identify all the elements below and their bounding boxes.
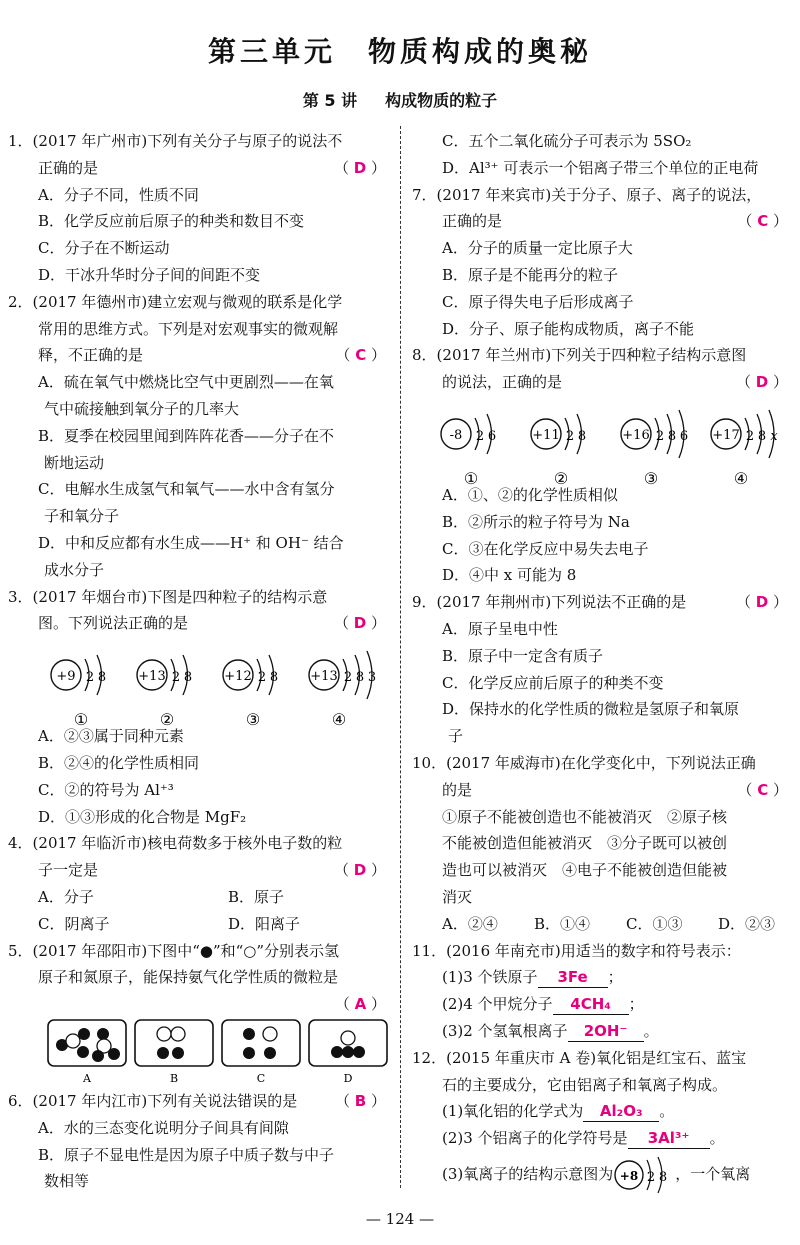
option: B．原子是不能再分的粒子 [442, 265, 619, 284]
fill-line: (2)4 个甲烷分子 4CH₄ ； [442, 995, 644, 1014]
atom-diagram [223, 655, 278, 729]
question-line: 释，不正确的是 （ C ） [8, 342, 390, 369]
svg-text:8: 8 [659, 1169, 668, 1185]
atom-diagram [711, 410, 778, 488]
atom-diagram [51, 655, 106, 729]
question-line: 石的主要成分，它由铝离子和氧离子构成。 [442, 1075, 728, 1094]
answer-blank: （ D ） [333, 158, 386, 177]
option: B．①④ [534, 914, 591, 933]
answer-blank: （ C ） [737, 212, 788, 231]
option: B．原子不显电性是因为原子中质子数与中子 [38, 1145, 335, 1164]
question-9 [412, 589, 792, 750]
question-6-continued [412, 128, 792, 182]
question-7 [412, 182, 792, 343]
svg-text:2: 2 [85, 670, 95, 686]
option: C．原子得失电子后形成离子 [442, 292, 634, 311]
option: A．②④ [442, 914, 498, 933]
option: C．①③ [626, 914, 683, 933]
fill-line: (3)氧离子的结构示意图为 +8 2 8 ，一个氧离 [412, 1152, 792, 1196]
svg-text:+13: +13 [310, 669, 338, 685]
atom-diagram [621, 410, 688, 488]
svg-text:④: ④ [733, 468, 749, 488]
option: 子 [448, 727, 464, 746]
question-line: 子一定是 （ D ） [8, 857, 390, 884]
option: D．干冰升华时分子间的间距不变 [38, 265, 261, 284]
svg-text:①: ① [73, 710, 89, 730]
svg-text:2: 2 [565, 428, 575, 444]
svg-text:③: ③ [643, 468, 659, 488]
option: B．夏季在校园里闻到阵阵花香——分子在不 [38, 426, 335, 445]
fill-line: (1)氧化铝的化学式为 Al₂O₃ 。 [442, 1102, 675, 1121]
option: D．②③ [718, 914, 776, 933]
fill-answer: 3Fe [538, 967, 608, 988]
left-column [8, 128, 390, 1195]
fill-line: (3)2 个氢氧根离子 2OH⁻ 。 [442, 1021, 659, 1040]
option-row [8, 884, 390, 911]
svg-text:D: D [343, 1071, 353, 1085]
question-line: 的是 （ C ） [412, 777, 792, 804]
question-line: 的说法，正确的是 （ D ） [412, 369, 792, 396]
fill-answer: Al₂O₃ [583, 1101, 659, 1122]
answer-blank: （ D ） [735, 593, 788, 612]
option: 断地运动 [44, 453, 105, 472]
option-row [412, 911, 792, 938]
answer-blank: （ D ） [333, 861, 386, 880]
answer: C [355, 346, 367, 365]
svg-text:+17: +17 [712, 427, 740, 443]
svg-text:8: 8 [269, 670, 279, 686]
question-line: 3．(2017 年烟台市)下图是四种粒子的结构示意 [8, 587, 328, 606]
option: B．原子中一定含有质子 [442, 646, 604, 665]
molecule-box [48, 1020, 126, 1085]
option: D．中和反应都有水生成——H⁺ 和 OH⁻ 结合 [38, 533, 344, 552]
option: 成水分子 [44, 560, 105, 579]
option: A．②③属于同种元素 [38, 727, 184, 746]
option: C．③在化学反应中易失去电子 [442, 539, 649, 558]
question-line: 11．(2016 年南充市)用适当的数字和符号表示： [412, 941, 741, 960]
svg-text:+16: +16 [622, 427, 650, 443]
atom-diagram [441, 414, 496, 488]
svg-text:8: 8 [355, 670, 365, 686]
question-8 [412, 342, 792, 589]
question-line: 正确的是 （ D ） [8, 155, 390, 182]
fill-line: (1)3 个铁原子 3Fe ； [442, 968, 623, 987]
question-2 [8, 289, 390, 584]
question-line: 4．(2017 年临沂市)核电荷数多于核外电子数的粒 [8, 834, 343, 853]
option: C．电解水生成氢气和氧气——水中含有氢分 [38, 480, 335, 499]
option: B．②④的化学性质相同 [38, 753, 200, 772]
answer-blank: （ C ） [737, 780, 788, 799]
molecule-box [222, 1020, 300, 1085]
answer: D [353, 158, 367, 177]
question-line: 正确的是 （ C ） [412, 208, 792, 235]
question-4 [8, 830, 390, 937]
svg-text:6: 6 [679, 428, 689, 444]
question-5 [8, 938, 390, 1088]
svg-text:2: 2 [171, 670, 181, 686]
question-line: 6．(2017 年内江市)下列有关说法错误的是 （ B ） [8, 1088, 390, 1115]
lecture-heading [0, 88, 800, 111]
question-line [8, 991, 390, 1018]
answer: C [757, 780, 769, 799]
question-6 [8, 1088, 390, 1195]
question-12 [412, 1045, 792, 1196]
lecture-number: 第 5 讲 [302, 91, 358, 110]
option: C．②的符号为 Al⁺³ [38, 780, 174, 799]
option: C．五个二氧化硫分子可表示为 5SO₂ [442, 132, 692, 150]
option: A．水的三态变化说明分子间具有间隙 [38, 1118, 289, 1137]
option: 数相等 [44, 1172, 90, 1191]
answer: C [757, 212, 769, 231]
question-line: 10．(2017 年威海市)在化学变化中，下列说法正确 [412, 753, 756, 772]
question-line: 图。下列说法正确的是 （ D ） [8, 610, 390, 637]
question-line: 8．(2017 年兰州市)下列关于四种粒子结构示意图 [412, 346, 747, 365]
option: D．④中 x 可能为 8 [442, 566, 577, 585]
question-1 [8, 128, 390, 289]
question-11 [412, 938, 792, 1045]
svg-text:-8: -8 [449, 427, 463, 443]
svg-text:A: A [83, 1071, 91, 1085]
option: B．化学反应前后原子的种类和数目不变 [38, 212, 305, 231]
atom-diagram [531, 414, 586, 488]
statement: ①原子不能被创造也不能被消灭 ②原子核 [442, 807, 728, 826]
atom-diagram [309, 651, 376, 729]
question-10 [412, 750, 792, 938]
svg-text:+9: +9 [56, 669, 76, 685]
question-line: 原子和氮原子，能保持氨气化学性质的微粒是 [38, 968, 339, 987]
option: D．保持水的化学性质的微粒是氢原子和氧原 [442, 700, 740, 719]
svg-text:3: 3 [367, 670, 377, 686]
option: A．①、②的化学性质相似 [442, 485, 618, 504]
atom-structure-diagrams [8, 637, 388, 730]
option: C．阴离子 [38, 914, 110, 933]
question-line: 7．(2017 年来宾市)关于分子、原子、离子的说法， [412, 185, 762, 204]
fill-line: (2)3 个铝离子的化学符号是 3Al³⁺ 。 [442, 1129, 725, 1148]
svg-text:+12: +12 [224, 669, 252, 685]
statement: 不能被创造但能被消灭 ③分子既可以被创 [442, 834, 728, 853]
atom-diagram [137, 655, 192, 729]
svg-text:④: ④ [331, 710, 347, 730]
option-row [8, 911, 390, 938]
option: A．原子呈电中性 [442, 619, 558, 638]
answer-blank: （ D ） [735, 373, 788, 392]
option: C．分子在不断运动 [38, 239, 170, 258]
svg-text:①: ① [463, 468, 479, 488]
svg-text:+13: +13 [138, 669, 166, 685]
svg-text:②: ② [553, 468, 569, 488]
option: D．Al³⁺ 可表示一个铝离子带三个单位的正电荷 [442, 158, 759, 177]
answer: B [354, 1091, 367, 1110]
svg-text:2: 2 [745, 428, 755, 444]
answer: D [755, 593, 769, 612]
oxygen-ion-diagram [613, 1155, 675, 1195]
answer: D [353, 614, 367, 633]
svg-text:8: 8 [577, 428, 587, 444]
question-line: 5．(2017 年邵阳市)下图中“●”和“○”分别表示氢 [8, 941, 340, 960]
svg-text:2: 2 [257, 670, 267, 686]
molecule-model-diagrams [8, 1018, 388, 1084]
answer-blank: （ D ） [333, 614, 386, 633]
svg-text:6: 6 [487, 428, 497, 444]
svg-text:2: 2 [655, 428, 665, 444]
svg-text:8: 8 [757, 428, 767, 444]
option: 子和氧分子 [44, 507, 120, 526]
option: D．阳离子 [228, 914, 301, 933]
option: B．原子 [228, 887, 285, 906]
statement: 造也可以被消灭 ④电子不能被创造但能被 [442, 861, 728, 880]
option: A．分子的质量一定比原子大 [442, 239, 633, 258]
option: B．②所示的粒子符号为 Na [442, 512, 630, 531]
svg-text:2: 2 [343, 670, 353, 686]
molecule-box [309, 1020, 387, 1085]
question-line: 1．(2017 年广州市)下列有关分子与原子的说法不 [8, 132, 343, 150]
svg-text:x: x [770, 428, 778, 444]
lecture-title: 构成物质的粒子 [385, 91, 498, 110]
svg-text:②: ② [159, 710, 175, 730]
svg-text:8: 8 [667, 428, 677, 444]
option: D．①③形成的化合物是 MgF₂ [38, 807, 247, 826]
fill-answer: 3Al³⁺ [628, 1128, 710, 1149]
option: C．化学反应前后原子的种类不变 [442, 673, 664, 692]
question-3 [8, 584, 390, 831]
option: A．分子 [38, 887, 94, 906]
answer: D [353, 861, 367, 880]
answer: D [755, 373, 769, 392]
column-divider [400, 126, 401, 1188]
svg-text:2: 2 [647, 1169, 656, 1185]
question-line: 9．(2017 年荆州市)下列说法不正确的是 （ D ） [412, 589, 792, 616]
answer: A [354, 995, 367, 1014]
option: 气中硫接触到氧分子的几率大 [44, 399, 240, 418]
option: A．硫在氧气中燃烧比空气中更剧烈——在氧 [38, 373, 334, 392]
unit-title: 第三单元 物质构成的奥秘 [207, 35, 592, 68]
svg-text:+8: +8 [620, 1168, 639, 1183]
question-line: 常用的思维方式。下列是对宏观事实的微观解 [38, 319, 339, 338]
svg-text:B: B [169, 1071, 179, 1085]
answer-blank: （ A ） [334, 995, 386, 1014]
page-number: — 124 — [365, 1210, 435, 1228]
option: A．分子不同，性质不同 [38, 185, 199, 204]
svg-text:C: C [256, 1071, 266, 1085]
fill-answer: 2OH⁻ [568, 1021, 644, 1042]
answer-blank: （ C ） [335, 346, 386, 365]
statement: 消灭 [442, 887, 473, 906]
question-line: 2．(2017 年德州市)建立宏观与微观的联系是化学 [8, 292, 343, 311]
svg-text:8: 8 [97, 670, 107, 686]
option: D．分子、原子能构成物质，离子不能 [442, 319, 695, 338]
question-line: 12．(2015 年重庆市 A 卷)氧化铝是红宝石、蓝宝 [412, 1048, 747, 1067]
svg-text:③: ③ [245, 710, 261, 730]
fill-answer: 4CH₄ [553, 994, 629, 1015]
svg-text:2: 2 [475, 428, 485, 444]
molecule-box [135, 1020, 213, 1085]
svg-text:+11: +11 [532, 427, 560, 443]
answer-blank: （ B ） [335, 1091, 386, 1110]
svg-text:8: 8 [183, 670, 193, 686]
right-column [412, 128, 792, 1196]
atom-structure-diagrams [412, 396, 792, 488]
